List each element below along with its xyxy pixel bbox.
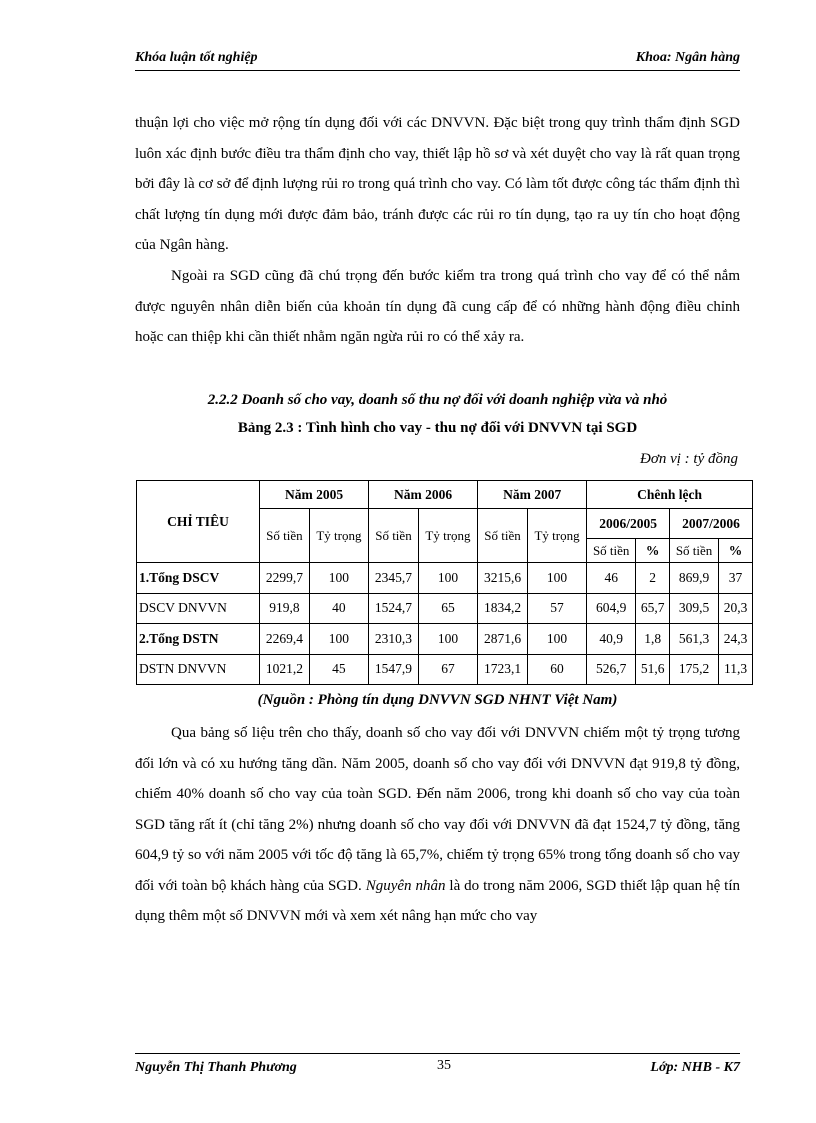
cell: 2871,6 (478, 624, 528, 655)
cell: 175,2 (670, 654, 719, 685)
cell: 100 (418, 563, 477, 594)
paragraph-1: thuận lợi cho việc mở rộng tín dụng đối với các DNVVN. Đặc biệt trong quy trình thẩm định SGD luôn xác định bước điều tra thẩm định cho vay, thiết lập hồ sơ và xét duyệt cho vay là rất quan trọng bởi đây là cơ sở để định lượng rủi ro trong quá trình cho vay. Có làm tốt được công tác thẩm định thì chất lượng tín dụng mới được đảm bảo, tránh được các rủi ro tín dụng, tạo ra uy tín cho hoạt động của Ngân hàng. (135, 115, 740, 253)
data-table (136, 480, 753, 685)
row-label: DSTN DNVVN (137, 654, 260, 685)
cell: 45 (309, 654, 368, 685)
cell: 67 (418, 654, 477, 685)
header-percent: % (719, 539, 753, 563)
cell: 1,8 (636, 624, 670, 655)
table-row (137, 593, 753, 624)
header-year-2007: Năm 2007 (478, 481, 587, 509)
cell: 57 (527, 593, 586, 624)
cell: 40,9 (587, 624, 636, 655)
cell: 3215,6 (478, 563, 528, 594)
cell: 46 (587, 563, 636, 594)
header-amount: Số tiền (478, 509, 528, 563)
cell: 24,3 (719, 624, 753, 655)
header-share: Tỷ trọng (527, 509, 586, 563)
table-header-row-1 (137, 481, 753, 509)
cell: 65,7 (636, 593, 670, 624)
paragraph-3-text-a: Qua bảng số liệu trên cho thấy, doanh số cho vay đối với DNVVN chiếm một tỷ trọng tương đối lớn và có xu hướng tăng dần. Năm 2005, doanh số cho vay đối với DNVVN đạt 919,8 tỷ đồng, chiếm 40% doanh số cho vay của toàn SGD. Đến năm 2006, trong khi doanh số cho vay của toàn SGD tăng rất ít (chỉ tăng 2%) nhưng doanh số cho vay đối với DNVVN đã đạt 1524,7 tỷ đồng, tăng 604,9 tỷ so với năm 2005 với tốc độ tăng là 65,7%, chiếm tỷ trọng 65% trong tổng doanh số cho vay đối với toàn bộ khách hàng của SGD. (135, 725, 740, 894)
cell: 100 (309, 563, 368, 594)
table-source: (Nguồn : Phòng tín dụng DNVVN SGD NHNT Việt Nam) (257, 692, 618, 708)
cell: 100 (309, 624, 368, 655)
table-row (137, 563, 753, 594)
cell: 11,3 (719, 654, 753, 685)
cell: 2345,7 (369, 563, 419, 594)
header-percent: % (636, 539, 670, 563)
header-amount: Số tiền (670, 539, 719, 563)
header-difference: Chênh lệch (587, 481, 753, 509)
row-label: 1.Tổng DSCV (137, 563, 260, 594)
header-amount: Số tiền (369, 509, 419, 563)
header-share: Tỷ trọng (309, 509, 368, 563)
cell: 60 (527, 654, 586, 685)
header-indicator: CHỈ TIÊU (137, 481, 260, 563)
cell: 309,5 (670, 593, 719, 624)
cell: 40 (309, 593, 368, 624)
section-heading: 2.2.2 Doanh số cho vay, doanh số thu nợ đối với doanh nghiệp vừa và nhỏ (207, 392, 668, 408)
row-label: 2.Tổng DSTN (137, 624, 260, 655)
paragraph-3 (135, 718, 740, 932)
cell: 561,3 (670, 624, 719, 655)
header-faculty: Khoa: Ngân hàng (635, 50, 740, 65)
cell: 2299,7 (260, 563, 310, 594)
header-amount: Số tiền (260, 509, 310, 563)
cell: 2269,4 (260, 624, 310, 655)
cell: 1723,1 (478, 654, 528, 685)
cell: 20,3 (719, 593, 753, 624)
cell: 65 (418, 593, 477, 624)
header-amount: Số tiền (587, 539, 636, 563)
cell: 100 (527, 563, 586, 594)
cell: 51,6 (636, 654, 670, 685)
cell: 526,7 (587, 654, 636, 685)
cell: 100 (418, 624, 477, 655)
cell: 37 (719, 563, 753, 594)
table-title: Bảng 2.3 : Tình hình cho vay - thu nợ đối với DNVVN tại SGD (237, 420, 638, 436)
cell: 1524,7 (369, 593, 419, 624)
cell: 1021,2 (260, 654, 310, 685)
header-thesis-title: Khóa luận tốt nghiệp (135, 50, 258, 65)
page-number: 35 (437, 1058, 451, 1073)
header-diff-2007-2006: 2007/2006 (670, 509, 753, 539)
cell: 919,8 (260, 593, 310, 624)
paragraph-3-text-b: là do trong năm 2006, SGD thiết lập quan hệ tín dụng thêm một số DNVVN mới và xem xét nâng hạn mức cho vay (135, 877, 741, 924)
cell: 2 (636, 563, 670, 594)
cell: 604,9 (587, 593, 636, 624)
cell: 100 (527, 624, 586, 655)
paragraph-2 (135, 261, 740, 353)
header-diff-2006-2005: 2006/2005 (587, 509, 670, 539)
footer-class: Lớp: NHB - K7 (650, 1060, 740, 1075)
cell: 1834,2 (478, 593, 528, 624)
cell: 869,9 (670, 563, 719, 594)
page-header (135, 50, 740, 71)
footer-author: Nguyễn Thị Thanh Phương (135, 1060, 297, 1075)
header-share: Tỷ trọng (418, 509, 477, 563)
paragraph-2-text: Ngoài ra SGD cũng đã chú trọng đến bước kiểm tra trong quá trình cho vay để có thể nắm được nguyên nhân diễn biến của khoản tín dụng đã cung cấp để có những hành động điều chỉnh hoặc can thiệp khi cần thiết nhằm ngăn ngừa rủi ro có thể xảy ra. (135, 268, 740, 345)
table-row (137, 654, 753, 685)
cell: 1547,9 (369, 654, 419, 685)
cell: 2310,3 (369, 624, 419, 655)
header-year-2005: Năm 2005 (260, 481, 369, 509)
page-footer (135, 1053, 740, 1075)
paragraph-3-emphasis: Nguyên nhân (365, 877, 446, 894)
header-year-2006: Năm 2006 (369, 481, 478, 509)
row-label: DSCV DNVVN (137, 593, 260, 624)
unit-label: Đơn vị : tỷ đồng (640, 451, 738, 467)
table-row (137, 624, 753, 655)
